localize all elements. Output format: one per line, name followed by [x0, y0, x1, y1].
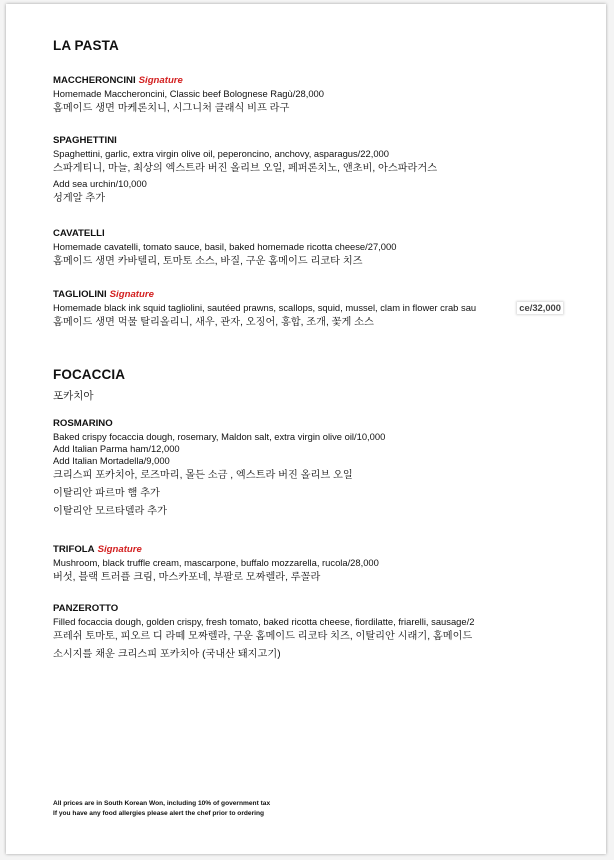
item-description: Homemade cavatelli, tomato sauce, basil, baked homemade ricotta cheese/27,000 — [53, 241, 397, 252]
section-subtitle-focaccia: 포카치아 — [53, 390, 94, 402]
menu-item-maccheroncini — [53, 74, 563, 118]
item-extra-option-korean: 성게알 추가 — [53, 193, 106, 204]
item-extra-option: Add sea urchin/10,000 — [53, 178, 147, 189]
item-name — [53, 543, 563, 557]
item-name — [53, 74, 563, 88]
footer-notes — [53, 799, 270, 819]
item-description: Mushroom, black truffle cream, mascarpone, buffalo mozzarella, rucola/28,000 — [53, 557, 379, 568]
item-description-korean: 버섯, 블랙 트러플 크림, 마스카포네, 부팔로 모짜렐라, 루꼴라 — [53, 572, 321, 583]
item-description-text: Homemade black ink squid tagliolini, sautéed prawns, scallops, squid, mussel, clam in flower crab sau — [53, 302, 477, 313]
item-extra-option-korean: 이탈리안 파르마 햄 추가 — [53, 488, 160, 499]
item-extra-option: Add Italian Mortadella/9,000 — [53, 455, 170, 466]
item-name-text: TAGLIOLINI — [53, 289, 107, 300]
item-description-korean: 홈메이드 생면 카바텔리, 토마토 소스, 바질, 구운 홈메이드 리코타 치즈 — [53, 256, 363, 267]
menu-item-tagliolini — [53, 288, 563, 332]
signature-badge: Signature — [138, 75, 183, 86]
item-name: CAVATELLI — [53, 228, 105, 239]
item-extra-option-korean: 이탈리안 모르타델라 추가 — [53, 506, 167, 517]
menu-item-trifola — [53, 543, 563, 587]
item-description: Homemade Maccheroncini, Classic beef Bolognese Ragù/28,000 — [53, 88, 324, 99]
item-description-korean: 크리스피 포카치아, 로즈마리, 몰든 소금 , 엑스트라 버진 올리브 오일 — [53, 470, 353, 481]
item-description — [53, 302, 563, 314]
item-description: Filled focaccia dough, golden crispy, fresh tomato, baked ricotta cheese, fiordilatte, friarelli, sausage/2 — [53, 616, 475, 627]
menu-item-spaghettini — [53, 134, 563, 208]
item-description-korean: 소시지를 채운 크리스피 포카치아 (국내산 돼지고기) — [53, 649, 281, 660]
footer-allergy-note: If you have any food allergies please alert the chef prior to ordering — [53, 810, 265, 817]
signature-badge: Signature — [109, 289, 154, 300]
item-name: ROSMARINO — [53, 418, 113, 429]
item-name-text: TRIFOLA — [53, 544, 95, 555]
item-extra-option: Add Italian Parma ham/12,000 — [53, 443, 180, 454]
item-description: Baked crispy focaccia dough, rosemary, Maldon salt, extra virgin olive oil/10,000 — [53, 431, 386, 442]
item-name: PANZEROTTO — [53, 603, 119, 614]
menu-item-rosmarino — [53, 417, 563, 521]
section-title-focaccia: FOCACCIA — [53, 367, 126, 382]
item-description: Spaghettini, garlic, extra virgin olive oil, peperoncino, anchovy, asparagus/22,000 — [53, 148, 389, 159]
item-name: SPAGHETTINI — [53, 135, 117, 146]
item-description-korean: 프레쉬 토마토, 피오르 디 라떼 모짜렐라, 구운 홈메이드 리코타 치즈, 이탈리안 시래기, 홈메이드 — [53, 631, 473, 642]
item-name — [53, 288, 563, 302]
item-description-korean: 홈메이드 생면 먹물 탈리올리니, 새우, 관자, 오징어, 홍합, 조개, 꽃게 소스 — [53, 317, 374, 328]
item-name-text: MACCHERONCINI — [53, 75, 136, 86]
menu-page — [6, 4, 606, 854]
price-overlay: ce/32,000 — [519, 302, 561, 313]
menu-item-cavatelli — [53, 227, 563, 271]
menu-item-panzerotto — [53, 602, 563, 664]
item-description-korean: 홈메이드 생면 마케론치니, 시그니처 클래식 비프 라구 — [53, 103, 290, 114]
item-description-korean: 스파게티니, 마늘, 최상의 엑스트라 버진 올리브 오일, 페퍼론치노, 앤초비, 아스파라거스 — [53, 163, 438, 174]
footer-tax-note: All prices are in South Korean Won, including 10% of government tax — [53, 800, 271, 807]
section-title-pasta: LA PASTA — [53, 38, 119, 53]
signature-badge: Signature — [97, 544, 142, 555]
